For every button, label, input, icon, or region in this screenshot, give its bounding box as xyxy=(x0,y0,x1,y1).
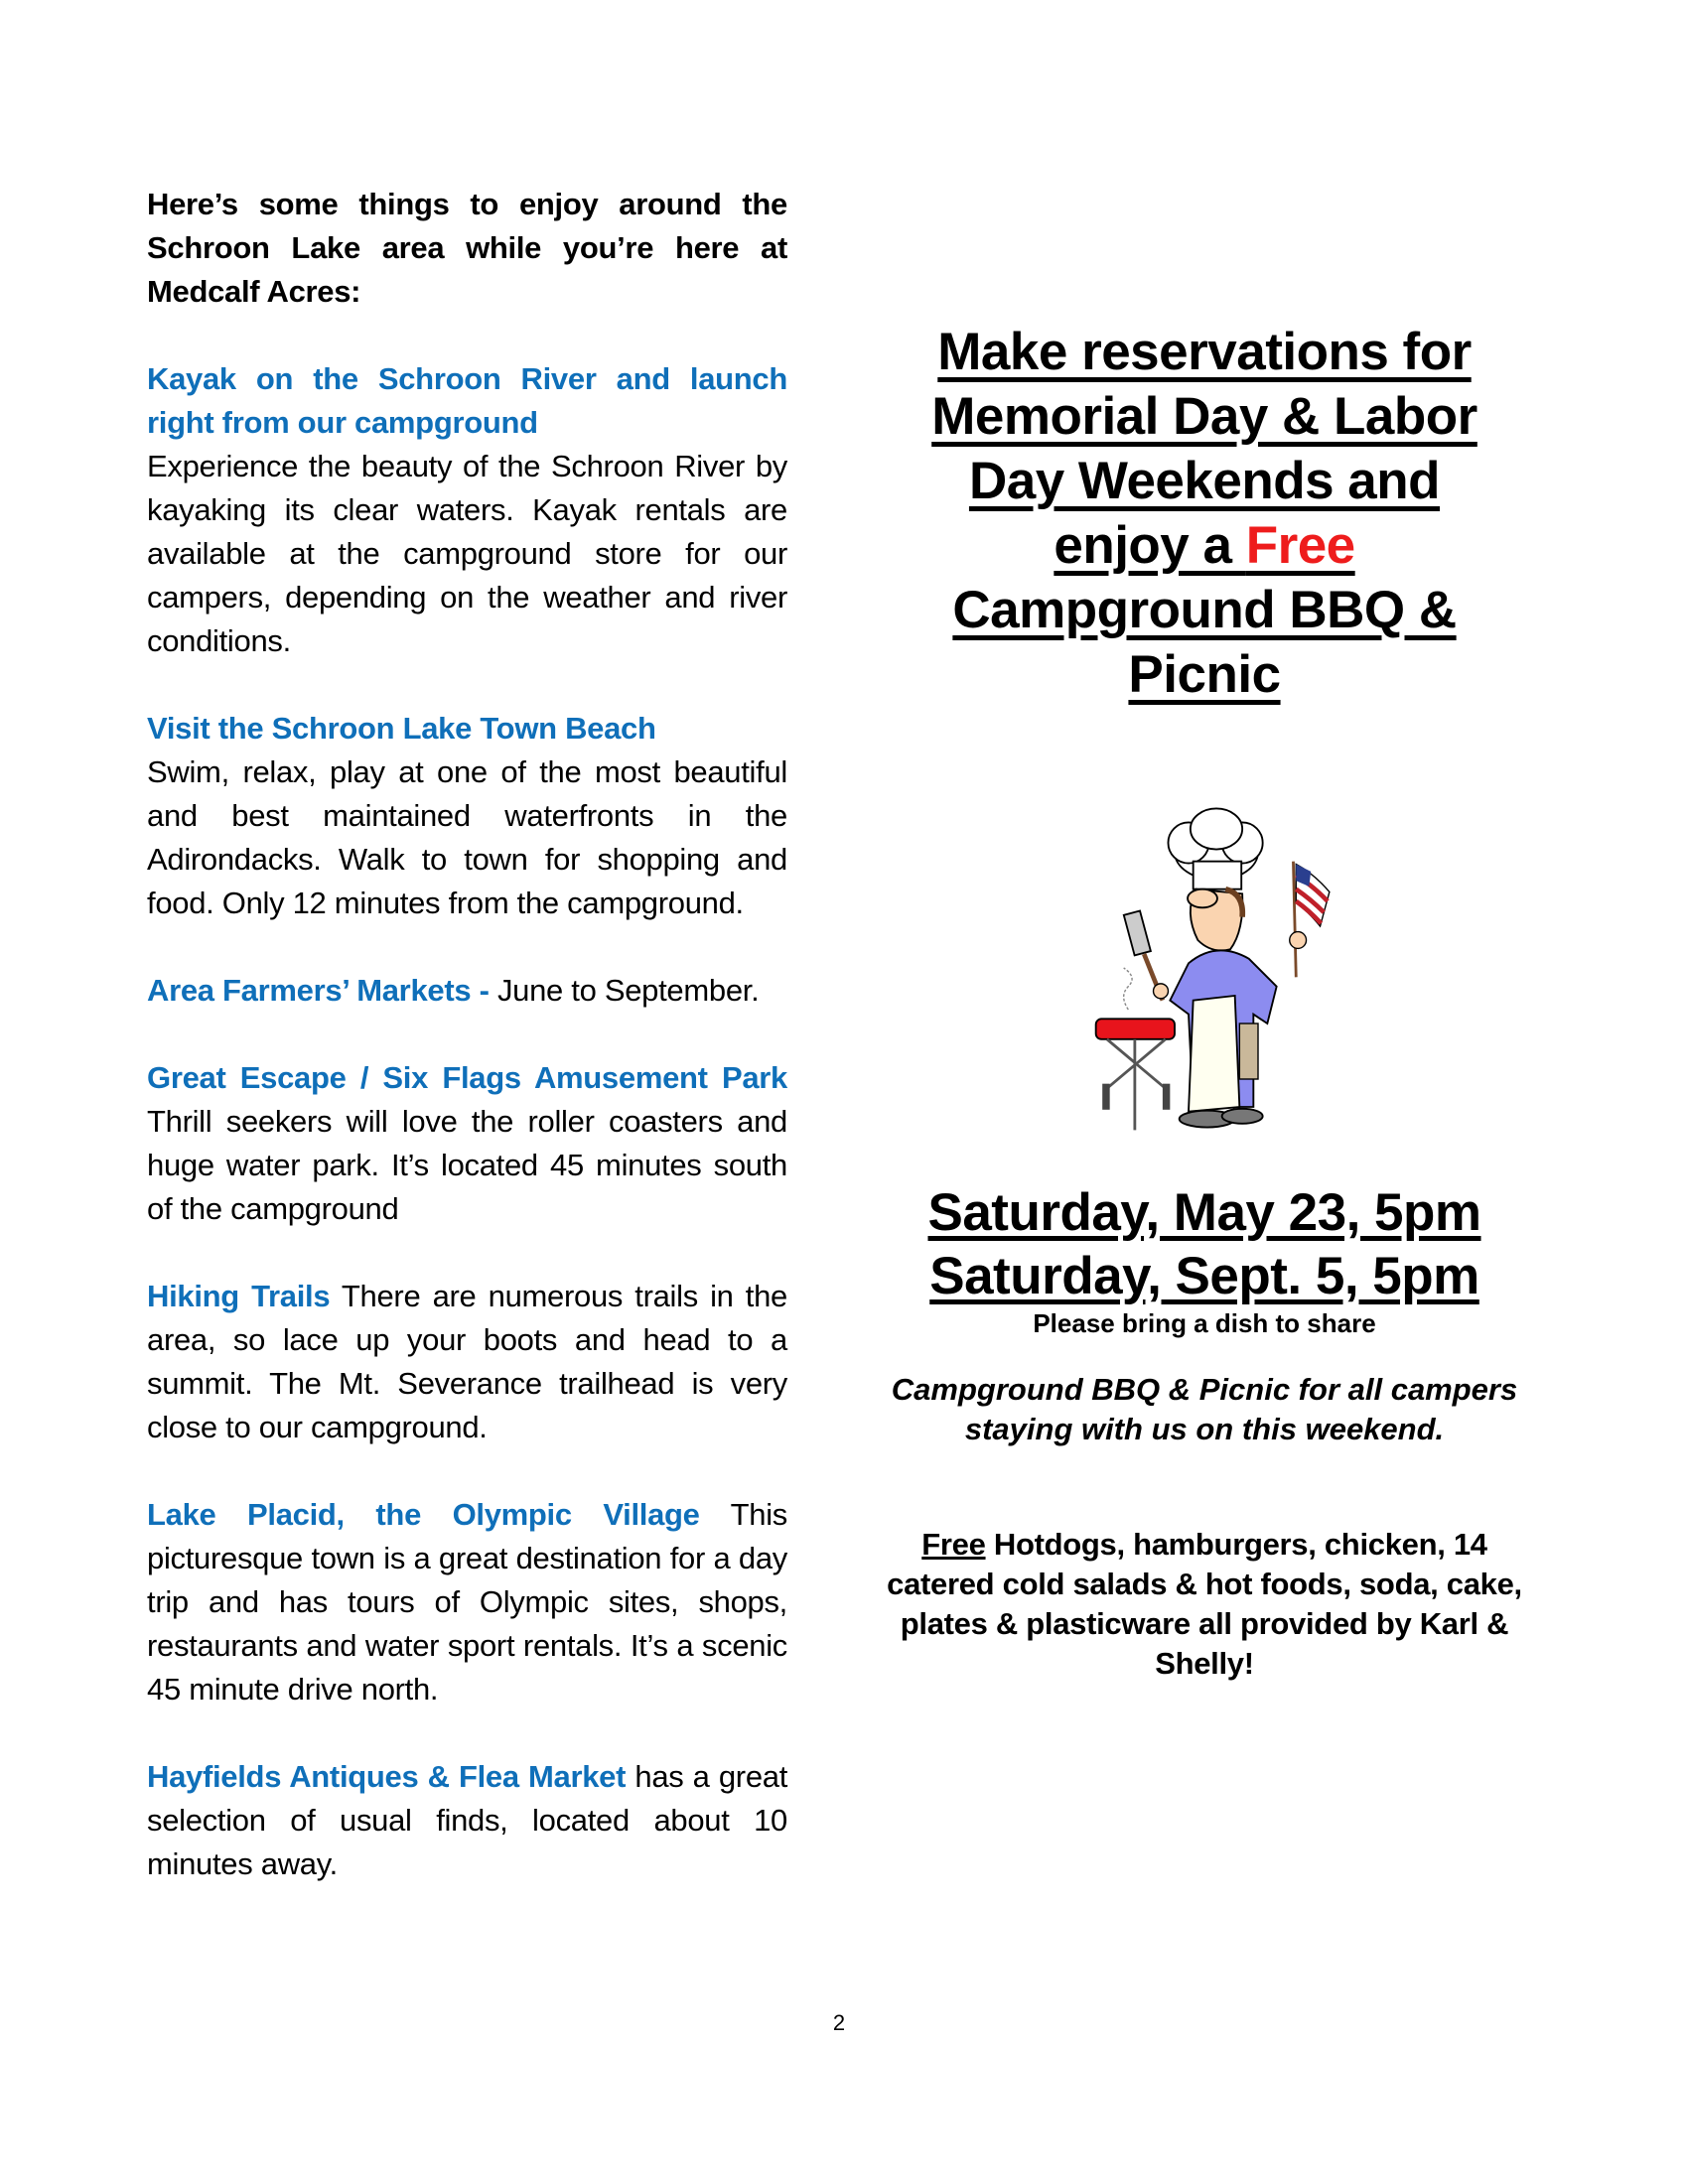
attraction-lake-placid xyxy=(147,1493,787,1711)
attraction-body: Swim, relax, play at one of the most beautiful and best maintained waterfronts in the Adirondacks. Walk to town for shopping and food. Only 12 minutes from the campground. xyxy=(147,754,787,920)
american-flag-icon xyxy=(1290,862,1330,978)
spatula-icon xyxy=(1124,910,1169,1000)
event-dates xyxy=(874,1181,1535,1338)
attraction-title: Hayfields Antiques & Flea Market xyxy=(147,1759,627,1794)
page-number: 2 xyxy=(832,2010,846,2035)
menu-text: Hotdogs, hamburgers, chicken, 14 catered cold salads & hot foods, soda, cake, plates & plasticware all provided by Karl & Shelly! xyxy=(887,1527,1522,1681)
headline-line: Picnic xyxy=(1128,645,1281,704)
attraction-body: There are numerous trails in the area, so lace up your boots and head to a summit. The Mt. Severance trailhead is very close to our campground. xyxy=(147,1279,787,1444)
headline-line: Campground BBQ & xyxy=(952,581,1457,639)
attraction-body: This picturesque town is a great destination for a day trip and has tours of Olympic sites, shops, restaurants and water sport rentals. It’s a scenic 45 minute drive north. xyxy=(147,1497,787,1706)
attraction-farmers-markets xyxy=(147,969,787,1013)
menu-note xyxy=(874,1525,1535,1684)
attraction-hayfields xyxy=(147,1755,787,1886)
intro-heading: Here’s some things to enjoy around the Schroon Lake area while you’re here at Medcalf Acres: xyxy=(147,187,787,309)
attraction-great-escape xyxy=(147,1056,787,1231)
left-column xyxy=(147,183,787,1930)
bring-dish-note: Please bring a dish to share xyxy=(1033,1308,1376,1338)
headline-line: Day Weekends and xyxy=(968,452,1441,510)
attraction-body: June to September. xyxy=(489,973,760,1008)
attraction-title: Area Farmers’ Markets - xyxy=(147,973,490,1008)
menu-free-word: Free xyxy=(921,1527,986,1562)
headline-line: Memorial Day & Labor xyxy=(931,387,1477,446)
chef-grill-illustration xyxy=(1077,789,1355,1147)
event-date: Saturday, May 23, 5pm xyxy=(927,1183,1481,1242)
chef-hat-icon xyxy=(1168,808,1262,888)
attraction-title: Great Escape / Six Flags Amusement Park xyxy=(147,1060,787,1095)
headline-line: Make reservations for xyxy=(937,323,1472,381)
picnic-note: Campground BBQ & Picnic for all campers staying with us on this weekend. xyxy=(891,1372,1518,1446)
event-date: Saturday, Sept. 5, 5pm xyxy=(929,1247,1479,1305)
attraction-title: Hiking Trails xyxy=(147,1279,331,1313)
attraction-title: Kayak on the Schroon River and launch right from our campground xyxy=(147,361,787,440)
promo-headline xyxy=(874,320,1535,707)
headline-enjoy: enjoy a xyxy=(1054,516,1246,575)
attraction-hiking xyxy=(147,1275,787,1449)
attraction-body: Experience the beauty of the Schroon River by kayaking its clear waters. Kayak rentals are available at the campground store for our campers, depending on the weather and river conditions. xyxy=(147,449,787,658)
attraction-beach xyxy=(147,707,787,925)
attraction-title: Lake Placid, the Olympic Village xyxy=(147,1497,700,1532)
headline-free: Free xyxy=(1245,516,1355,575)
headline-line xyxy=(874,513,1535,578)
attraction-body: Thrill seekers will love the roller coasters and huge water park. It’s located 45 minutes south of the campground xyxy=(147,1104,787,1226)
attraction-kayak xyxy=(147,357,787,663)
attraction-title: Visit the Schroon Lake Town Beach xyxy=(147,711,656,746)
attraction-body: has a great selection of usual finds, located about 10 minutes away. xyxy=(147,1759,788,1881)
